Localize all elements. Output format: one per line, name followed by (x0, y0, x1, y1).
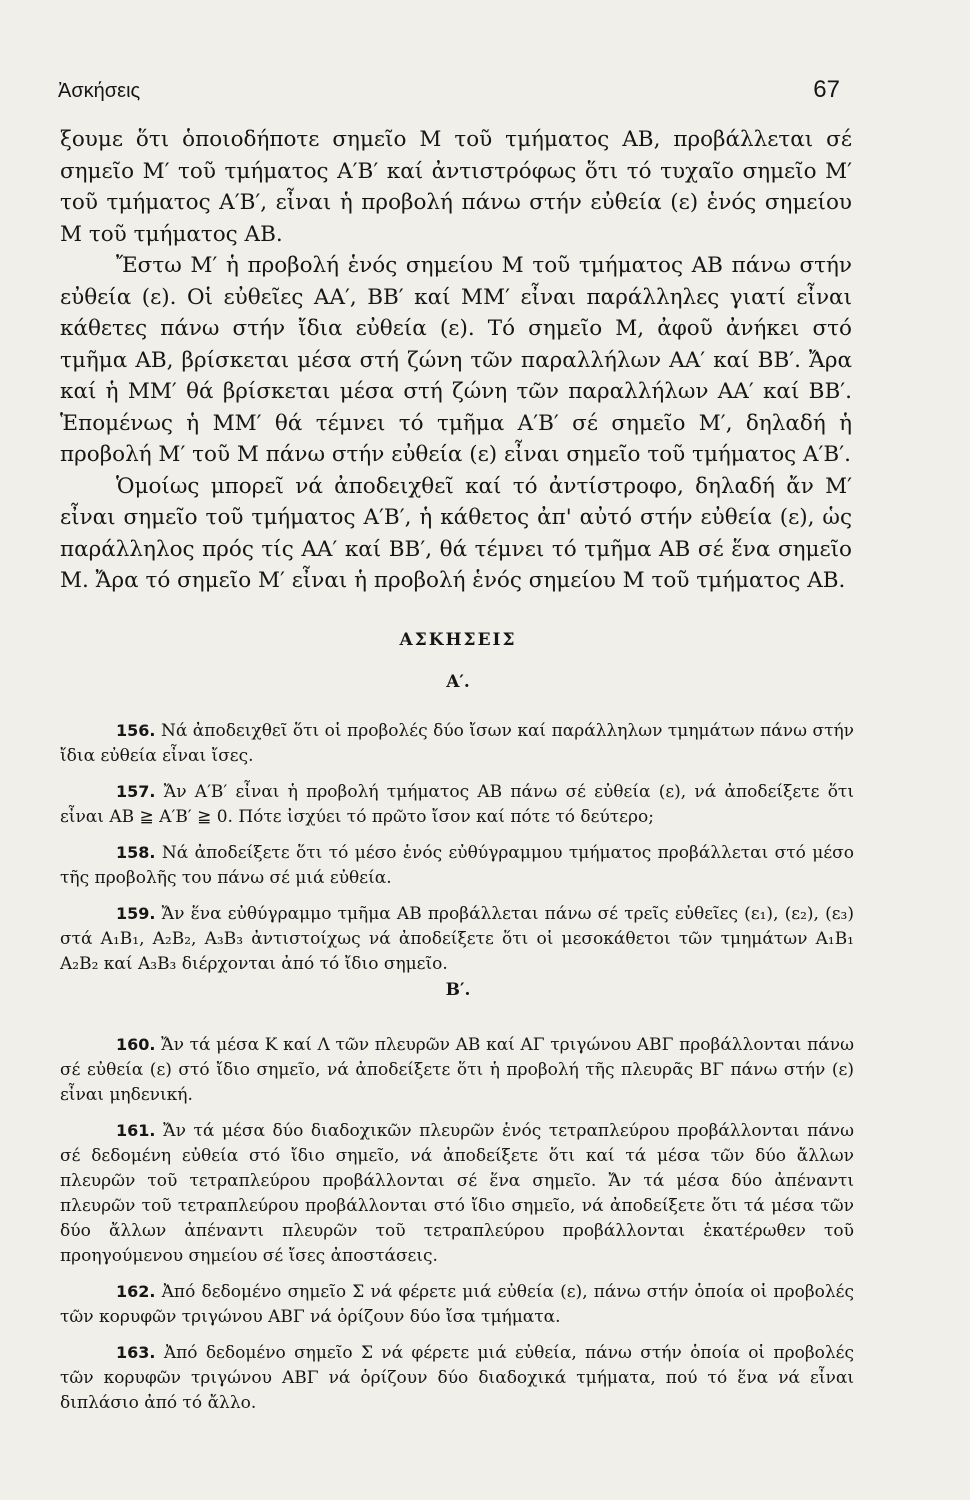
exercise-text: Ἄν τά μέσα δύο διαδοχικῶν πλευρῶν ἑνός τετραπλεύρου προβάλλονται πάνω σέ δεδομένη εὐθεία στό ἴδιο σημεῖο, νά ἀποδείξετε ὅτι καί τά μέσα τῶν δύο ἄλλων πλευρῶν τοῦ τετραπλεύρου προβάλλονται σέ ἕνα σημεῖο. Ἄν τά μέσα δύο ἀπέναντι πλευρῶν τοῦ τετραπλεύρου προβάλλονται στό ἴδιο σημεῖο, νά ἀποδείξετε ὅτι τά μέσα τῶν δύο ἄλλων ἀπέναντι πλευρῶν τοῦ τετραπλεύρου προβάλλονται ἑκατέρωθεν τοῦ προηγούμενου σημείου σέ ἴσες ἀποστάσεις. (60, 1121, 854, 1266)
group-b-label: Β′. (445, 980, 471, 1000)
page-number: 67 (813, 76, 840, 103)
exercise-number: 159. (116, 904, 156, 923)
paragraph: Ἔστω Μ′ ἡ προβολή ἑνός σημείου Μ τοῦ τμήματος ΑΒ πάνω στήν εὐθεία (ε). Οἱ εὐθεῖες ΑΑ′, ΒΒ′ καί ΜΜ′ εἶναι παράλληλες γιατί εἶναι κάθετες πάνω στήν ἴδια εὐθεία (ε). Τό σημεῖο Μ, ἀφοῦ ἀνήκει στό τμῆμα ΑΒ, βρίσκεται μέσα στή ζώνη τῶν παραλλήλων ΑΑ′ καί ΒΒ′. Ἄρα καί ἡ ΜΜ′ θά βρίσκεται μέσα στή ζώνη τῶν παραλλήλων ΑΑ′ καί ΒΒ′. Ἑπομένως ἡ ΜΜ′ θά τέμνει τό τμῆμα Α′Β′ σέ σημεῖο Μ′, δηλαδή ἡ προβολή Μ′ τοῦ Μ πάνω στήν εὐθεία (ε) εἶναι σημεῖο τοῦ τμήματος Α′Β′. (60, 253, 852, 467)
exercise-text: Ἀπό δεδομένο σημεῖο Σ νά φέρετε μιά εὐθεία (ε), πάνω στήν ὁποία οἱ προβολές τῶν κορυφῶν τριγώνου ΑΒΓ νά ὁρίζουν δύο ἴσα τμήματα. (60, 1282, 854, 1327)
exercise-item (60, 779, 854, 830)
exercise-list-a (60, 718, 854, 987)
paragraph: Ὁμοίως μπορεῖ νά ἀποδειχθεῖ καί τό ἀντίστροφο, δηλαδή ἄν Μ′ εἶναι σημεῖο τοῦ τμήματος Α′Β′, ἡ κάθετος ἀπ' αὐτό στήν εὐθεία (ε), ὡς παράλληλος πρός τίς ΑΑ′ καί ΒΒ′, θά τέμνει τό τμῆμα ΑΒ σέ ἕνα σημεῖο Μ. Ἄρα τό σημεῖο Μ′ εἶναι ἡ προβολή ἑνός σημείου Μ τοῦ τμήματος ΑΒ. (60, 473, 852, 593)
body-text (60, 124, 852, 597)
exercise-item (60, 1118, 854, 1269)
exercise-text: Ἄν Α′Β′ εἶναι ἡ προβολή τμήματος ΑΒ πάνω σέ εὐθεία (ε), νά ἀποδείξετε ὅτι εἶναι ΑΒ ≧ Α′Β′ ≧ 0. Πότε ἰσχύει τό πρῶτο ἴσον καί πότε τό δεύτερο; (60, 782, 855, 827)
exercise-item (60, 1340, 854, 1416)
exercise-text: Ἄν τά μέσα Κ καί Λ τῶν πλευρῶν ΑΒ καί ΑΓ τριγώνου ΑΒΓ προβάλλονται πάνω σέ εὐθεία (ε) στό ἴδιο σημεῖο, νά ἀποδείξετε ὅτι ἡ προβολή τῆς πλευρᾶς ΒΓ πάνω στήν (ε) εἶναι μηδενική. (60, 1035, 854, 1105)
exercise-item (60, 1279, 854, 1330)
exercise-number: 157. (116, 782, 156, 801)
exercise-text: Νά ἀποδειχθεῖ ὅτι οἱ προβολές δύο ἴσων καί παράλληλων τμημάτων πάνω στήν ἴδια εὐθεία εἶναι ἴσες. (60, 721, 854, 766)
exercise-number: 156. (116, 721, 156, 740)
exercise-number: 158. (116, 843, 156, 862)
paragraph: ξουμε ὅτι ὁποιοδήποτε σημεῖο Μ τοῦ τμήματος ΑΒ, προβάλλεται σέ σημεῖο Μ′ τοῦ τμήματος Α′Β′ καί ἀντιστρόφως ὅτι τό τυχαῖο σημεῖο Μ′ τοῦ τμήματος Α′Β′, εἶναι ἡ προβολή πάνω στήν εὐθεία (ε) ἑνός σημείου Μ τοῦ τμήματος ΑΒ. (60, 127, 852, 247)
exercise-list-b (60, 1032, 854, 1426)
running-head: Ἀσκήσεις (58, 80, 141, 102)
exercise-item (60, 840, 854, 891)
exercise-item (60, 718, 854, 769)
exercise-text: Ἄν ἕνα εὐθύγραμμο τμῆμα ΑΒ προβάλλεται πάνω σέ τρεῖς εὐθεῖες (ε₁), (ε₂), (ε₃) στά Α₁Β₁, Α₂Β₂, Α₃Β₃ ἀντιστοίχως νά ἀποδείξετε ὅτι οἱ μεσοκάθετοι τῶν τμημάτων Α₁Β₁ Α₂Β₂ καί Α₃Β₃ διέρχονται ἀπό τό ἴδιο σημεῖο. (60, 904, 854, 974)
section-title: ΑΣΚΗΣΕΙΣ (399, 630, 517, 650)
exercise-text: Νά ἀποδείξετε ὅτι τό μέσο ἑνός εὐθύγραμμου τμήματος προβάλλεται στό μέσο τῆς προβολῆς του πάνω σέ μιά εὐθεία. (60, 843, 854, 888)
page-header (58, 72, 840, 112)
exercise-number: 160. (116, 1035, 156, 1054)
exercise-number: 161. (116, 1121, 156, 1140)
exercise-item (60, 901, 854, 977)
exercise-number: 162. (116, 1282, 156, 1301)
exercise-item (60, 1032, 854, 1108)
group-a-label: Α′. (446, 672, 470, 692)
exercise-text: Ἀπό δεδομένο σημεῖο Σ νά φέρετε μιά εὐθεία, πάνω στήν ὁποία οἱ προβολές τῶν κορυφῶν τριγώνου ΑΒΓ νά ὁρίζουν δύο διαδοχικά τμήματα, πού τό ἕνα νά εἶναι διπλάσιο ἀπό τό ἄλλο. (60, 1343, 854, 1413)
exercise-number: 163. (116, 1343, 156, 1362)
